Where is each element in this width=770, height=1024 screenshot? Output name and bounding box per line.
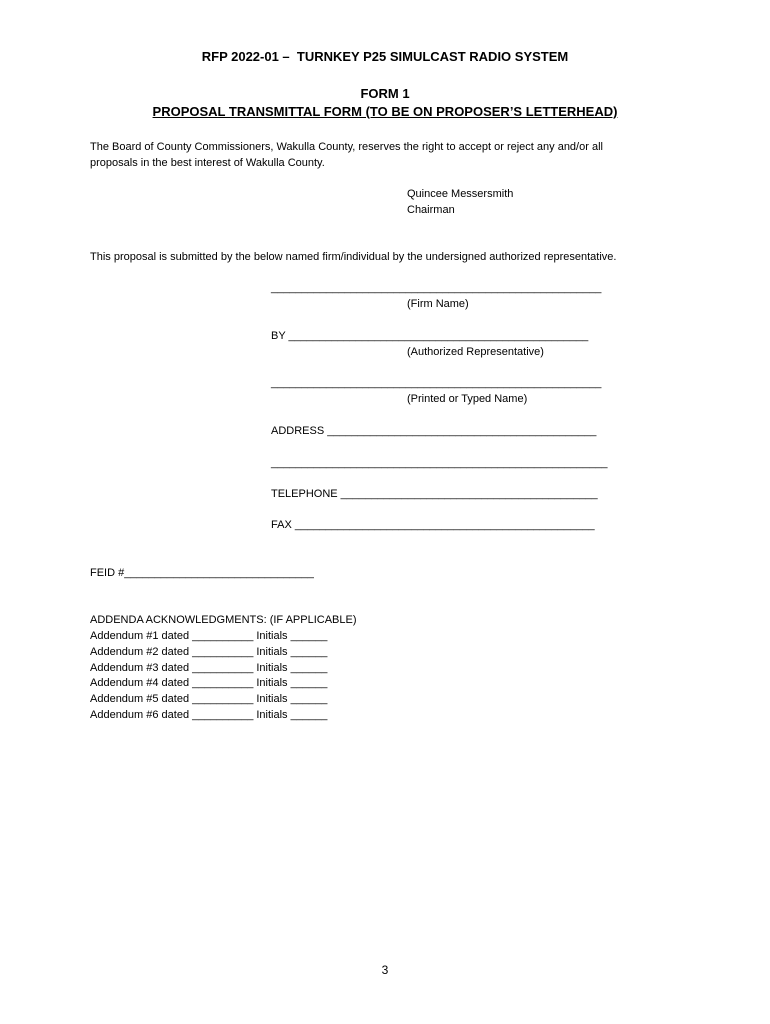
- authorized-representative-line[interactable]: BY _________________________________________________: [271, 330, 589, 342]
- addendum-row[interactable]: Addendum #5 dated __________ Initials ______: [90, 693, 328, 705]
- submission-statement: This proposal is submitted by the below named firm/individual by the undersigned authorized representative.: [90, 251, 617, 263]
- firm-name-line[interactable]: ______________________________________________________: [271, 282, 602, 294]
- form-number: FORM 1: [360, 86, 410, 101]
- addendum-row[interactable]: Addendum #4 dated __________ Initials ______: [90, 677, 328, 689]
- feid-line[interactable]: FEID #_______________________________: [90, 567, 314, 579]
- addendum-row[interactable]: Addendum #3 dated __________ Initials ______: [90, 662, 328, 674]
- addendum-row[interactable]: Addendum #2 dated __________ Initials ______: [90, 646, 328, 658]
- rfp-title: RFP 2022-01 – TURNKEY P25 SIMULCAST RADIO SYSTEM: [201, 49, 569, 64]
- fax-line[interactable]: FAX _________________________________________________: [271, 519, 595, 531]
- address-line[interactable]: ADDRESS ____________________________________________: [271, 425, 597, 437]
- intro-line-2: proposals in the best interest of Wakulla County.: [90, 157, 325, 169]
- addendum-row[interactable]: Addendum #1 dated __________ Initials ______: [90, 630, 328, 642]
- signatory-title: Chairman: [407, 204, 455, 216]
- form-title: PROPOSAL TRANSMITTAL FORM (TO BE ON PROPOSER’S LETTERHEAD): [152, 104, 618, 119]
- addendum-row[interactable]: Addendum #6 dated __________ Initials ______: [90, 709, 328, 721]
- signatory-name: Quincee Messersmith: [407, 188, 514, 200]
- firm-name-caption: (Firm Name): [407, 298, 469, 310]
- telephone-line[interactable]: TELEPHONE __________________________________________: [271, 488, 598, 500]
- authorized-representative-caption: (Authorized Representative): [407, 346, 544, 358]
- page-number: 3: [381, 963, 389, 977]
- addenda-heading: ADDENDA ACKNOWLEDGMENTS: (IF APPLICABLE): [90, 614, 357, 626]
- intro-line-1: The Board of County Commissioners, Wakulla County, reserves the right to accept or reject any and/or all: [90, 141, 603, 153]
- printed-name-caption: (Printed or Typed Name): [407, 393, 528, 405]
- address-line-2[interactable]: _______________________________________________________: [271, 457, 608, 469]
- printed-name-line[interactable]: ______________________________________________________: [271, 377, 602, 389]
